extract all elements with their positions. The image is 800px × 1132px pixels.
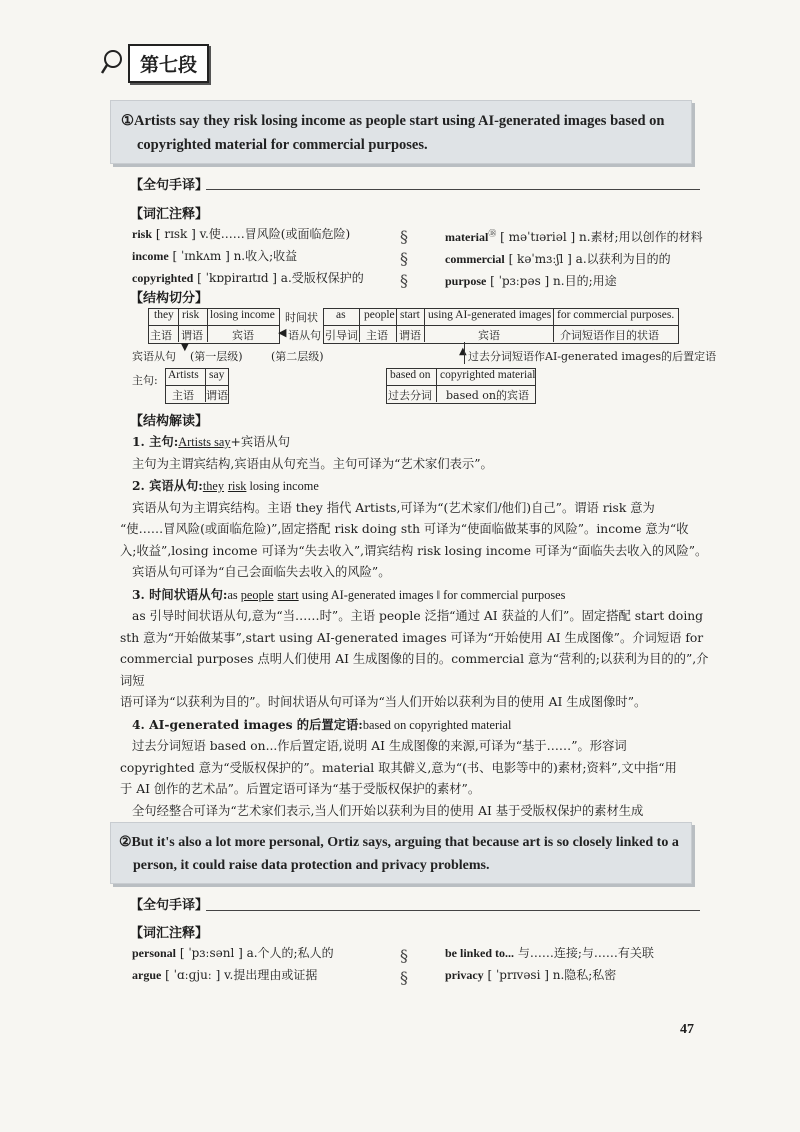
- vocab-right-1: [445, 223, 705, 292]
- diagram-adv-label: 语从句: [288, 329, 321, 342]
- diagram-they: they: [154, 309, 174, 321]
- analysis-3-text-4: 语可译为“以获利为目的”。时间状语从句可译为“当人们开始以获利为目的使用 AI 生成图像时”。: [120, 695, 647, 709]
- analysis-4-title: 4. AI-generated images 的后置定语:based on copyrighted material: [132, 716, 512, 732]
- translation-line-1[interactable]: [206, 189, 700, 190]
- diagram-level2: (第二层级): [271, 350, 324, 363]
- analysis-2-title: 2. 宾语从句:they risk losing income: [132, 478, 319, 493]
- sentence-1-line-2: copyrighted material for commercial purposes.: [137, 137, 428, 153]
- left-arrow-icon: ◀: [278, 326, 287, 339]
- vocab-item-risk: risk [ rɪsk ] v.使……冒风险(或面临危险): [132, 227, 351, 241]
- analysis-1-text: 主句为主谓宾结构,宾语由从句充当。主句可译为“艺术家们表示”。: [132, 456, 493, 471]
- diagram-main-subj: 主语: [172, 389, 194, 402]
- diagram-main-label: 主句:: [132, 374, 158, 387]
- diagram-pred: 谓语: [181, 329, 203, 342]
- diagram-obj: 宾语: [232, 329, 254, 342]
- analysis-3-text-2: sth 意为“开始做某事”,start using AI-generated images 可译为“开始使用 AI 生成图像”。介词短语 for: [120, 630, 704, 645]
- diagram-prep: 介词短语作目的状语: [560, 329, 659, 342]
- analysis-1-title: 1. 主句:Artists say+宾语从句: [132, 434, 291, 449]
- diagram-copyrighted-material: copyrighted material: [440, 369, 536, 381]
- diagram-as: as: [336, 309, 346, 321]
- diagram-obj-clause: 宾语从句: [132, 350, 176, 363]
- structure-label: 【结构切分】: [130, 291, 209, 306]
- diagram-box-main: [165, 368, 229, 404]
- diagram-start: start: [400, 309, 420, 321]
- diagram-level1: (第一层级): [190, 350, 243, 363]
- analysis-4-text-3: 于 AI 创作的艺术品”。后置定语可译为“基于受版权保护的素材”。: [120, 782, 481, 796]
- diagram-obj-of-based: based on的宾语: [446, 389, 529, 402]
- diagram-people: people: [364, 309, 395, 321]
- vocab-item-linked: be linked to... 与……连接;与……有关联: [445, 946, 654, 960]
- analysis-body: [120, 431, 710, 844]
- analysis-3-text-3: commercial purposes 点明人们使用 AI 生成图像的目的。commercial 意为“营利的;以获利为目的的”,介词短: [120, 652, 709, 688]
- diagram-obj2: 宾语: [478, 329, 500, 342]
- diagram-using: using AI-generated images: [428, 309, 552, 321]
- diagram-box-based: [386, 368, 536, 404]
- analysis-2-text-4: 宾语从句可译为“自己会面临失去收入的风险”。: [132, 565, 391, 579]
- diagram-past-part: 过去分词: [388, 389, 432, 402]
- analysis-4-text-1: 过去分词短语 based on...作后置定语,说明 AI 生成图像的来源,可译为“基于……”。形容词: [132, 739, 627, 753]
- diagram-pred2: 谓语: [399, 329, 421, 342]
- vocab-item-material: material⑱ [ məˈtɪəriəl ] n.素材;用以创作的材料: [445, 229, 703, 244]
- diagram-intro: 引导词: [325, 329, 358, 342]
- sentence-box-1: [110, 100, 692, 164]
- vocab-divider-1: § § §: [400, 227, 408, 290]
- section-title: 第七段: [128, 44, 209, 83]
- diagram-losing: losing income: [210, 309, 275, 321]
- diagram-time-label: 时间状: [285, 311, 318, 324]
- diagram-say: say: [209, 369, 225, 381]
- vocab-item-copyrighted: copyrighted [ ˈkɒpiraɪtɪd ] a.受版权保护的: [132, 271, 364, 285]
- diagram-box-adverbial: [323, 308, 679, 344]
- sentence-2-line-2: person, it could raise data protection and privacy problems.: [133, 858, 490, 873]
- analysis-label: 【结构解读】: [130, 414, 209, 429]
- vocab-item-personal: personal [ ˈpɜːsənl ] a.个人的;私人的: [132, 946, 334, 960]
- diagram-artists: Artists: [168, 369, 199, 381]
- diagram-subj: 主语: [150, 329, 172, 342]
- up-arrow-icon: ▲: [459, 346, 467, 357]
- sentence-1-line-1: ①Artists say they risk losing income as people start using AI-generated images based on: [121, 113, 665, 129]
- diagram-main-pred: 谓语: [206, 389, 228, 402]
- analysis-3-title: 3. 时间状语从句:as people start using AI-generated images ‖ for commercial purposes: [132, 586, 566, 602]
- vocab-label-2: 【词汇注释】: [130, 926, 209, 941]
- analysis-2-text-3: 入;收益”,losing income 可译为“失去收入”,谓宾结构 risk losing income 可译为“面临失去收入的风险”。: [120, 543, 708, 558]
- section-header: [100, 44, 209, 83]
- vocab-left-1: [132, 223, 392, 289]
- vocab-label-1: 【词汇注释】: [130, 207, 209, 222]
- diagram-note: 过去分词短语作AI-generated images的后置定语: [468, 350, 717, 363]
- down-arrow-icon: ▼: [181, 342, 189, 353]
- vocab-left-2: [132, 942, 392, 986]
- sentence-box-2: [110, 822, 692, 884]
- full-translation-label-1: 【全句手译】: [130, 178, 209, 193]
- diagram-box-clause: [148, 308, 280, 344]
- analysis-2-text-2: “使……冒风险(或面临危险)”,固定搭配 risk doing sth 可译为“使面临做某事的风险”。income 意为“收: [120, 522, 689, 536]
- vocab-item-commercial: commercial [ kəˈmɜːʃl ] a.以获利为目的的: [445, 252, 671, 266]
- analysis-4-text-2: copyrighted 意为“受版权保护的”。material 取其僻义,意为“(书、电影等中的)素材;资料”,文中指“用: [120, 760, 677, 775]
- diagram-for: for commercial purposes.: [557, 309, 675, 321]
- vocab-item-privacy: privacy [ ˈprɪvəsi ] n.隐私;私密: [445, 968, 617, 982]
- diagram-risk: risk: [182, 309, 200, 321]
- sentence-2-line-1: ②But it's also a lot more personal, Ortiz says, arguing that because art is so closely linked to a: [119, 835, 679, 850]
- translation-line-2[interactable]: [206, 910, 700, 911]
- vocab-divider-2: § §: [400, 946, 408, 987]
- analysis-2-text-1: 宾语从句为主谓宾结构。主语 they 指代 Artists,可译为“(艺术家们/他们)自己”。谓语 risk 意为: [132, 500, 655, 515]
- vocab-item-income: income [ ˈɪnkʌm ] n.收入;收益: [132, 249, 298, 263]
- vocab-right-2: [445, 942, 705, 986]
- full-translation-label-2: 【全句手译】: [130, 898, 209, 913]
- diagram-based-on: based on: [390, 369, 431, 381]
- vocab-item-purpose: purpose [ ˈpɜːpəs ] n.目的;用途: [445, 274, 617, 288]
- vocab-item-argue: argue [ ˈɑːɡjuː ] v.提出理由或证据: [132, 968, 318, 982]
- summary-1: 全句经整合可译为“艺术家们表示,当人们开始以获利为目的使用 AI 基于受版权保护的素材生成: [132, 803, 644, 818]
- diagram-subj2: 主语: [366, 329, 388, 342]
- magnifier-icon: [100, 49, 122, 79]
- analysis-3-text-1: as 引导时间状语从句,意为“当……时”。主语 people 泛指“通过 AI 获益的人们”。固定搭配 start doing: [132, 609, 704, 623]
- page-number: 47: [680, 1022, 694, 1037]
